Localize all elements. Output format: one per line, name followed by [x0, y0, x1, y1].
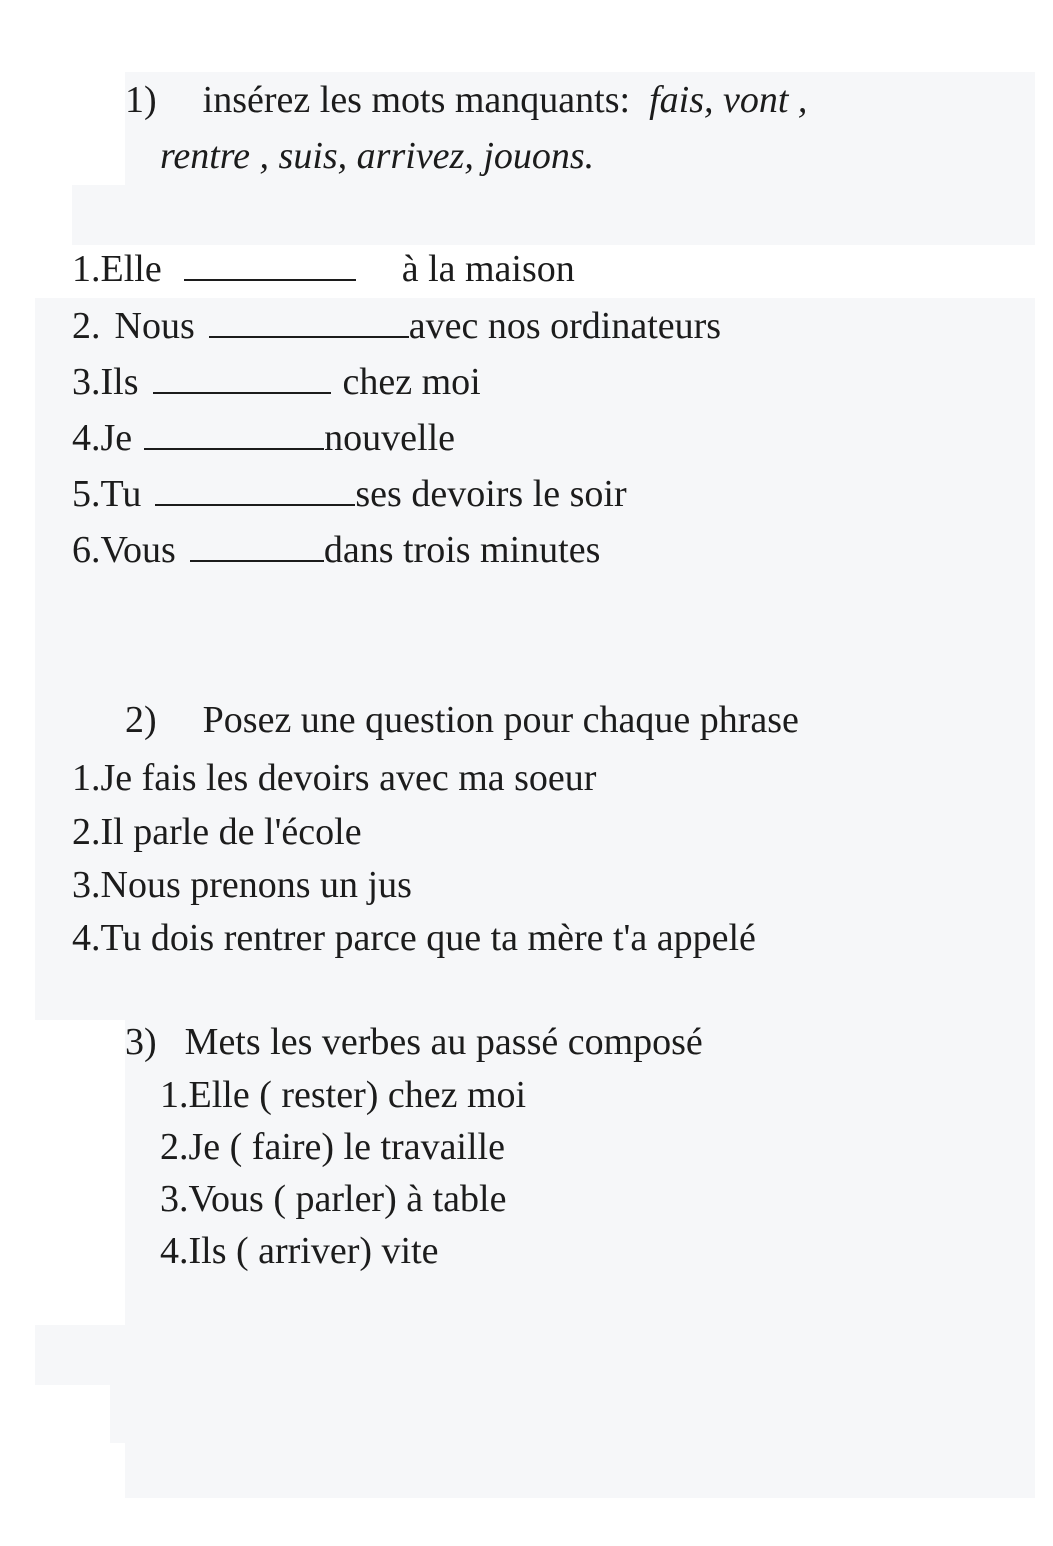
exercise-item — [72, 245, 575, 293]
item-number: 3. — [160, 1178, 189, 1220]
item-rest: avec nos ordinateurs — [408, 305, 722, 347]
answer-blank[interactable] — [144, 418, 324, 450]
item-text: Ils ( arriver) vite — [188, 1230, 439, 1272]
list-item — [160, 1123, 505, 1171]
answer-blank[interactable] — [153, 362, 331, 394]
item-rest: à la maison — [401, 248, 575, 290]
background-block — [110, 1383, 1035, 1443]
item-number: 6. — [72, 529, 101, 571]
list-item — [72, 914, 756, 962]
item-text: Il parle de l'école — [100, 811, 362, 853]
item-subject: Je — [100, 417, 133, 459]
background-block — [72, 185, 1035, 245]
exercise-item — [72, 414, 455, 462]
item-rest: dans trois minutes — [323, 529, 601, 571]
item-number: 4. — [160, 1230, 189, 1272]
exercise-item — [72, 302, 721, 350]
section-3-heading — [125, 1018, 703, 1066]
item-number: 2. — [72, 811, 101, 853]
item-text: Tu dois rentrer parce que ta mère t'a appelé — [100, 917, 756, 959]
section-number: 2) — [125, 699, 157, 741]
item-number: 4. — [72, 917, 101, 959]
item-text: Nous prenons un jus — [100, 864, 412, 906]
item-number: 3. — [72, 361, 101, 403]
item-number: 5. — [72, 473, 101, 515]
item-number: 1. — [160, 1074, 189, 1116]
word-bank-line-2: rentre , suis, arrivez, jouons. — [160, 135, 595, 177]
item-number: 1. — [72, 757, 101, 799]
item-text: Je fais les devoirs avec ma soeur — [100, 757, 597, 799]
exercise-item — [72, 526, 600, 574]
item-subject: Elle — [100, 248, 162, 290]
list-item — [160, 1175, 506, 1223]
item-text: Je ( faire) le travaille — [188, 1126, 505, 1168]
section-2-heading — [125, 696, 799, 744]
answer-blank[interactable] — [190, 530, 324, 562]
list-item — [72, 808, 362, 856]
item-subject: Ils — [100, 361, 139, 403]
section-number: 3) — [125, 1021, 157, 1063]
answer-blank[interactable] — [184, 249, 356, 281]
item-rest: chez moi — [342, 361, 481, 403]
item-number: 4. — [72, 417, 101, 459]
item-text: Elle ( rester) chez moi — [188, 1074, 527, 1116]
section-title: Mets les verbes au passé composé — [184, 1021, 703, 1063]
item-rest: ses devoirs le soir — [355, 473, 627, 515]
item-number: 3. — [72, 864, 101, 906]
list-item — [160, 1071, 526, 1119]
section-1-heading — [125, 76, 807, 124]
item-rest: nouvelle — [324, 417, 456, 459]
background-block — [35, 1325, 1035, 1385]
item-subject: Vous — [100, 529, 176, 571]
exercise-item — [72, 358, 481, 406]
word-bank-line-1: fais, vont , — [649, 79, 808, 121]
background-block — [125, 1440, 1035, 1498]
item-number: 2. — [160, 1126, 189, 1168]
list-item — [72, 754, 596, 802]
answer-blank[interactable] — [209, 306, 409, 338]
answer-blank[interactable] — [155, 474, 355, 506]
section-title: Posez une question pour chaque phrase — [202, 699, 799, 741]
list-item — [160, 1227, 439, 1275]
item-text: Vous ( parler) à table — [188, 1178, 507, 1220]
item-number: 1. — [72, 248, 101, 290]
item-subject: Tu — [100, 473, 142, 515]
item-number: 2. — [72, 305, 101, 347]
item-subject: Nous — [114, 305, 195, 347]
section-instruction: insérez les mots manquants: — [202, 79, 631, 121]
list-item — [72, 861, 412, 909]
section-number: 1) — [125, 79, 157, 121]
exercise-item — [72, 470, 627, 518]
